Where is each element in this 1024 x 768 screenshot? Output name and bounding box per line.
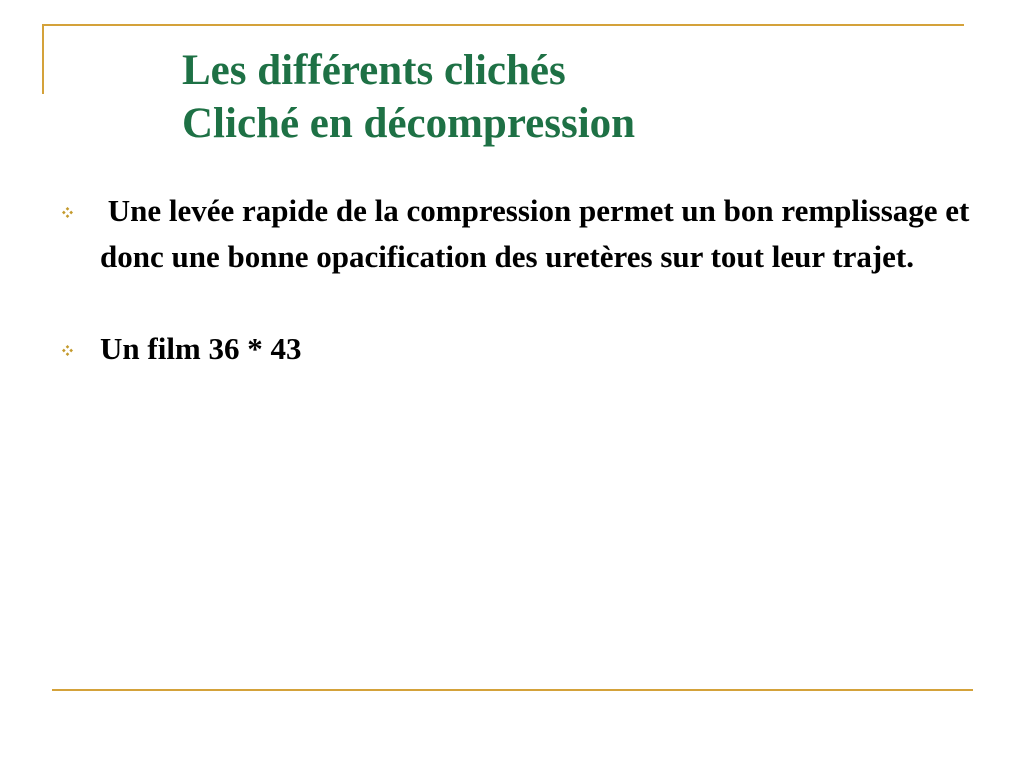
footer-rule: [52, 689, 973, 691]
frame-left-rule: [42, 24, 44, 94]
bullet-text: Un film 36 * 43: [100, 331, 302, 366]
slide-title-line-2: Cliché en décompression: [182, 100, 636, 147]
bullet-item: [62, 188, 982, 280]
four-diamond-bullet-icon: [62, 345, 73, 356]
bullet-text: Une levée rapide de la compression permet un bon remplissage et donc une bonne opacification des uretères sur tout leur trajet.: [100, 193, 978, 274]
frame-top-rule: [42, 24, 964, 26]
slide-title-line-1: Les différents clichés: [182, 47, 566, 94]
bullet-list: [62, 188, 982, 372]
bullet-item: [62, 326, 982, 372]
slide-title: [182, 44, 982, 150]
four-diamond-bullet-icon: [62, 207, 73, 218]
